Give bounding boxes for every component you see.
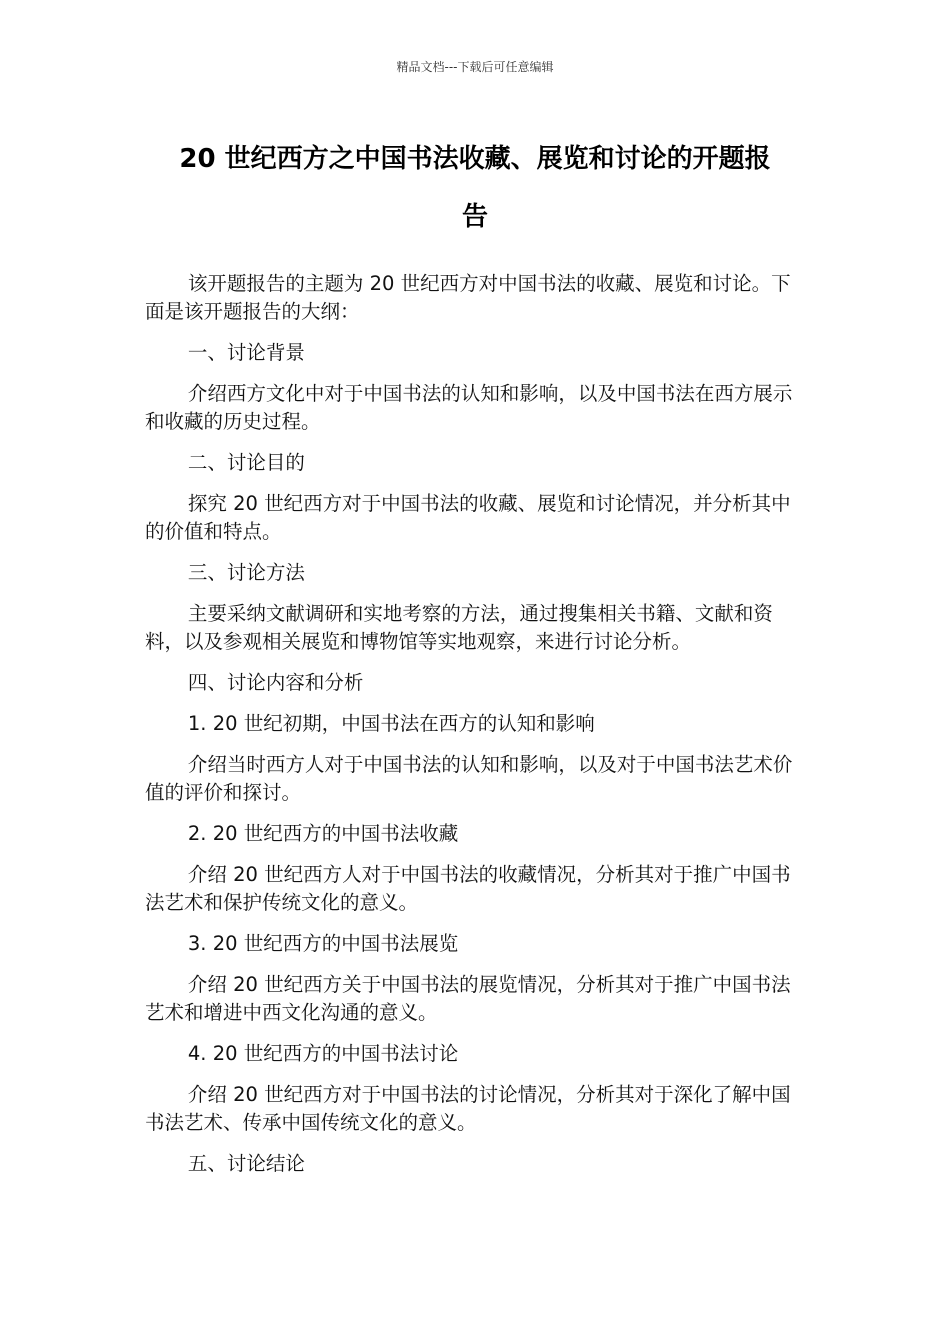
section-heading-conclusion: 五、讨论结论 [187,1152,305,1175]
purpose-paragraph: 探究 20 世纪西方对于中国书法的收藏、展览和讨论情况，并分析其中的价值和特点。 [145,492,791,543]
document-title [145,130,805,246]
subsection-paragraph-2: 介绍 20 世纪西方人对于中国书法的收藏情况，分析其对于推广中国书法艺术和保护传统文化的意义。 [145,863,791,914]
method-paragraph: 主要采纳文献调研和实地考察的方法，通过搜集相关书籍、文献和资料，以及参观相关展览和博物馆等实地观察，来进行讨论分析。 [145,602,773,653]
title-line-1: 20 世纪西方之中国书法收藏、展览和讨论的开题报 [179,144,771,174]
background-paragraph: 介绍西方文化中对于中国书法的认知和影响，以及中国书法在西方展示和收藏的历史过程。 [145,382,793,433]
subsection-heading-4: 4. 20 世纪西方的中国书法讨论 [187,1042,459,1065]
section-heading-purpose: 二、讨论目的 [187,451,305,474]
subsection-paragraph-4: 介绍 20 世纪西方对于中国书法的讨论情况，分析其对于深化了解中国书法艺术、传承中国传统文化的意义。 [145,1083,791,1134]
intro-paragraph: 该开题报告的主题为 20 世纪西方对中国书法的收藏、展览和讨论。下面是该开题报告的大纲： [145,272,791,323]
subsection-heading-2: 2. 20 世纪西方的中国书法收藏 [187,822,459,845]
section-heading-content: 四、讨论内容和分析 [187,671,364,694]
section-heading-method: 三、讨论方法 [187,561,305,584]
document-body [145,270,807,1191]
title-line-2: 告 [461,202,488,232]
subsection-paragraph-1: 介绍当时西方人对于中国书法的认知和影响，以及对于中国书法艺术价值的评价和探讨。 [145,753,793,804]
subsection-paragraph-3: 介绍 20 世纪西方关于中国书法的展览情况，分析其对于推广中国书法艺术和增进中西文化沟通的意义。 [145,973,791,1024]
page-header: 精品文档---下载后可任意编辑 [396,60,554,74]
subsection-heading-3: 3. 20 世纪西方的中国书法展览 [187,932,459,955]
section-heading-background: 一、讨论背景 [187,341,305,364]
subsection-heading-1: 1. 20 世纪初期，中国书法在西方的认知和影响 [187,712,595,735]
